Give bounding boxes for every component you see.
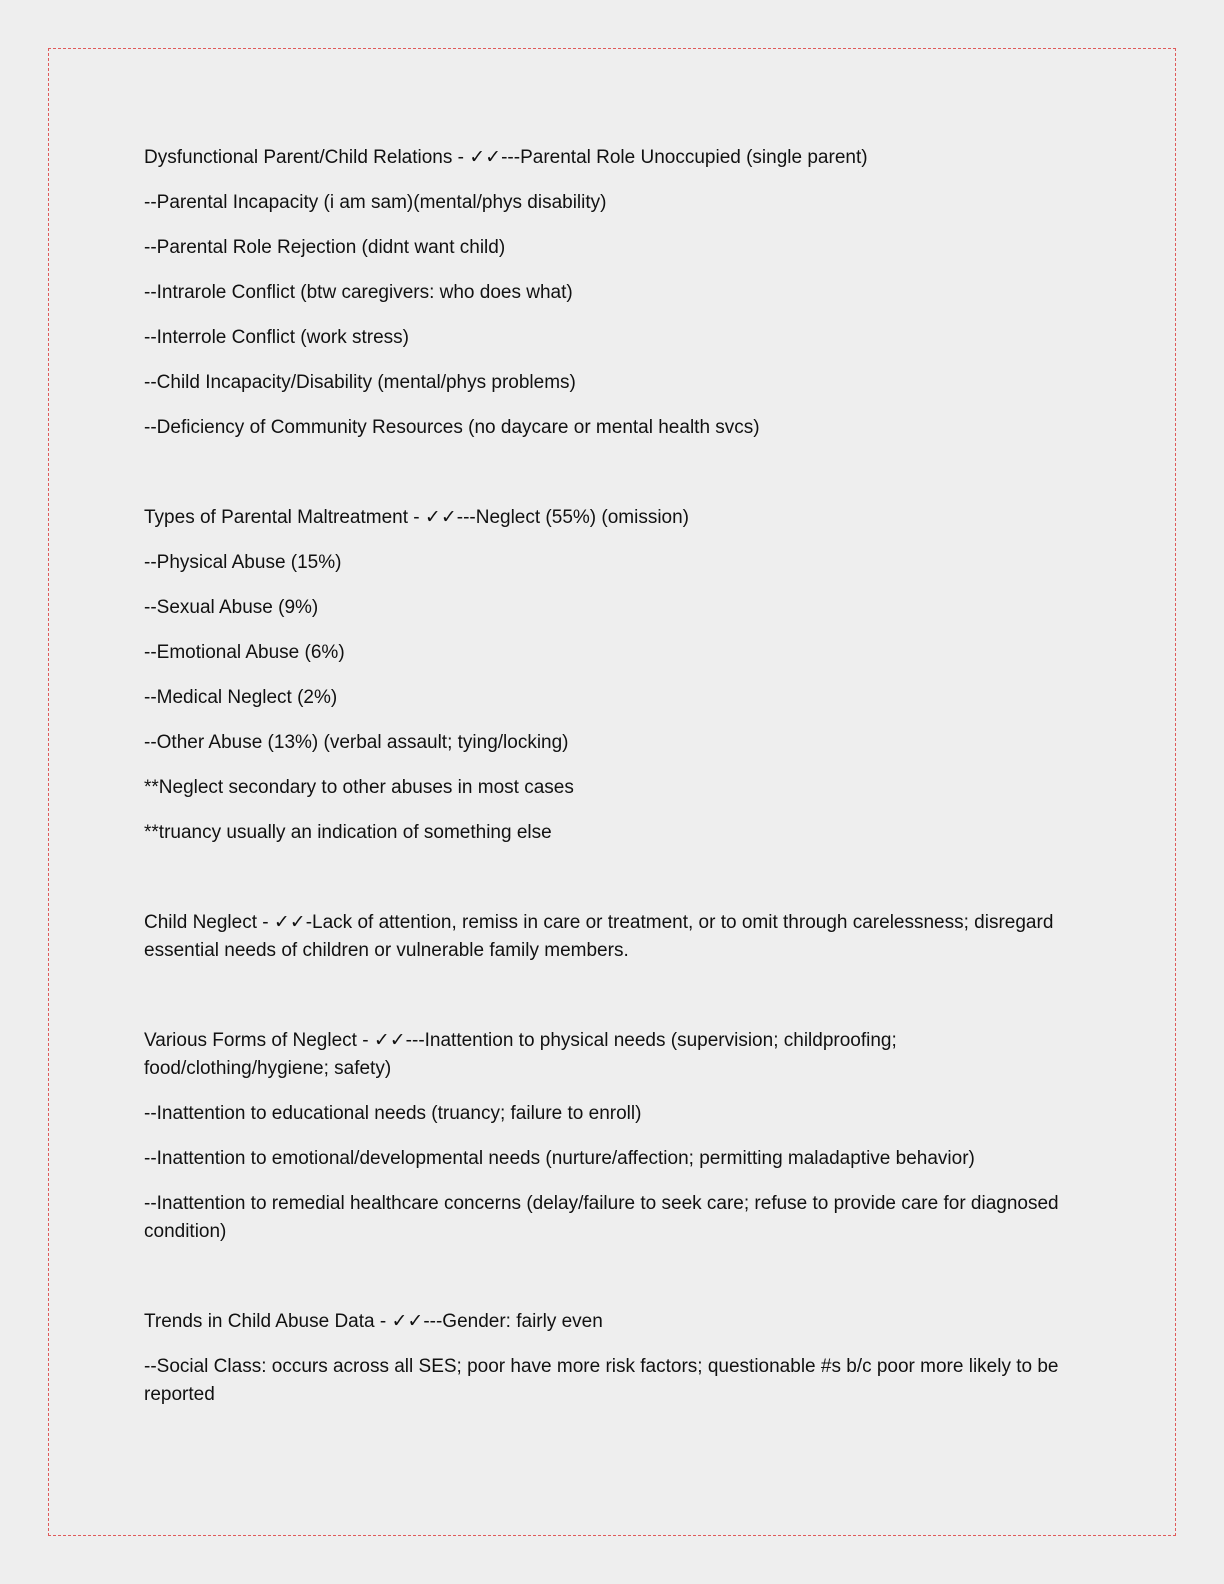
section-parental-maltreatment (144, 504, 1080, 847)
list-item: --Inattention to emotional/developmental needs (nurture/affection; permitting maladaptive behavior) (144, 1148, 975, 1169)
list-item: --Intrarole Conflict (btw caregivers: who does what) (144, 282, 573, 303)
flashcard-term-line: Trends in Child Abuse Data - ✓✓---Gender: fairly even (144, 1311, 603, 1332)
list-item: --Medical Neglect (2%) (144, 687, 338, 708)
section-child-neglect (144, 909, 1080, 965)
list-item: --Parental Incapacity (i am sam)(mental/phys disability) (144, 192, 607, 213)
note-line: **truancy usually an indication of something else (144, 822, 552, 843)
flashcard-term-line: Child Neglect - ✓✓-Lack of attention, remiss in care or treatment, or to omit through carelessness; disregard essential needs of children or vulnerable family members. (144, 912, 1054, 961)
flashcard-term-line: Types of Parental Maltreatment - ✓✓---Neglect (55%) (omission) (144, 507, 690, 528)
list-item: --Sexual Abuse (9%) (144, 597, 319, 618)
list-item: --Parental Role Rejection (didnt want child) (144, 237, 506, 258)
list-item: --Emotional Abuse (6%) (144, 642, 345, 663)
list-item: --Inattention to remedial healthcare concerns (delay/failure to seek care; refuse to provide care for diagnosed condition) (144, 1193, 1059, 1242)
list-item: --Interrole Conflict (work stress) (144, 327, 409, 348)
section-parent-child-relations (144, 144, 1080, 442)
note-line: **Neglect secondary to other abuses in most cases (144, 777, 574, 798)
list-item: --Inattention to educational needs (truancy; failure to enroll) (144, 1103, 642, 1124)
list-item: --Social Class: occurs across all SES; poor have more risk factors; questionable #s b/c poor more likely to be reported (144, 1356, 1059, 1405)
list-item: --Deficiency of Community Resources (no daycare or mental health svcs) (144, 417, 760, 438)
flashcard-term-line: Dysfunctional Parent/Child Relations - ✓✓---Parental Role Unoccupied (single parent) (144, 147, 868, 168)
list-item: --Physical Abuse (15%) (144, 552, 342, 573)
section-child-abuse-trends (144, 1308, 1080, 1409)
list-item: --Other Abuse (13%) (verbal assault; tying/locking) (144, 732, 569, 753)
document-content (144, 144, 1080, 1471)
list-item: --Child Incapacity/Disability (mental/phys problems) (144, 372, 576, 393)
flashcard-term-line: Various Forms of Neglect - ✓✓---Inattention to physical needs (supervision; childproofing; food/clothing/hygiene; safety) (144, 1030, 897, 1079)
section-forms-of-neglect (144, 1027, 1080, 1246)
